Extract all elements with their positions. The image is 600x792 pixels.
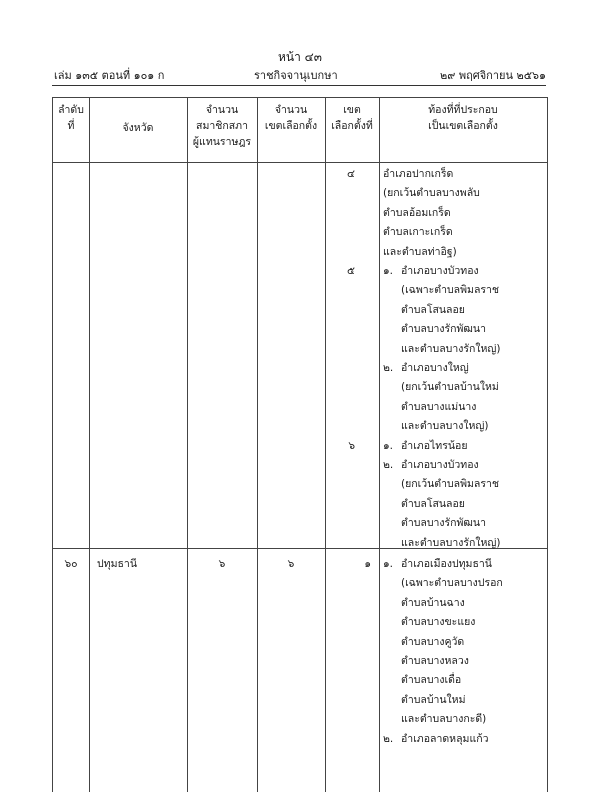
col-divider [379, 98, 380, 792]
area-line: (ยกเว้นตำบลบ้านใหม่ [401, 381, 499, 394]
volume-info: เล่ม ๑๓๕ ตอนที่ ๑๐๑ ก [54, 69, 165, 82]
area-line: และตำบลบางกะดี) [401, 713, 487, 726]
row-mp-count: ๖ [218, 558, 226, 570]
area-line: อำเภอลาดหลุมแก้ว [401, 732, 489, 745]
col-divider [187, 98, 188, 792]
row-district-count: ๖ [287, 558, 295, 570]
header-zone: เขต เลือกตั้งที่ [331, 104, 373, 132]
area-line: และตำบลบางรักใหญ่) [401, 536, 501, 549]
area-line: ตำบลบางแม่นาง [401, 400, 477, 413]
area-line: ตำบลบ้านฉาง [401, 596, 465, 609]
row-province: ปทุมธานี [97, 558, 137, 570]
area-line: ตำบลบางรักพัฒนา [401, 323, 486, 336]
area-item-number: ๑. [383, 265, 394, 277]
row-zone: ๑ [364, 558, 371, 570]
area-line: ตำบลบางเดื่อ [401, 674, 462, 687]
area-item-number: ๒. [383, 362, 394, 374]
area-line: ตำบลบ้านใหม่ [401, 693, 466, 706]
area-line: และตำบลบางใหญ่) [401, 420, 489, 433]
page-number: หน้า ๔๓ [278, 50, 322, 64]
area-line: ตำบลบางหลวง [401, 655, 469, 667]
area-line: ตำบลบางรักพัฒนา [401, 517, 486, 530]
area-line: อำเภอบางบัวทอง [401, 459, 479, 471]
area-line: และตำบลบางรักใหญ่) [401, 342, 501, 355]
col-divider [89, 98, 90, 792]
row-order: ๖๐ [64, 558, 78, 570]
area-line: ตำบลบางคูวัด [401, 635, 465, 648]
col-divider [257, 98, 258, 792]
area-line: อำเภอบางบัวทอง [401, 265, 479, 277]
gazette-header [54, 66, 546, 84]
zone-number: ๔ [347, 168, 355, 180]
area-line: ตำบลเกาะเกร็ด [383, 226, 453, 239]
header-bottom-rule [53, 162, 547, 163]
zone-number: ๖ [348, 439, 355, 452]
constituency-table [52, 97, 548, 792]
area-line: อำเภอปากเกร็ด [383, 168, 454, 180]
header-province: จังหวัด [122, 122, 154, 134]
area-line: ตำบลอ้อมเกร็ด [383, 206, 451, 219]
header-district-count: จำนวน เขตเลือกตั้ง [264, 104, 318, 132]
area-line: อำเภอบางใหญ่ [401, 362, 469, 374]
area-line: ตำบลโสนลอย [401, 303, 465, 316]
area-line: (ยกเว้นตำบลพิมลราช [401, 478, 500, 491]
gazette-title: ราชกิจจานุเบกษา [254, 69, 338, 82]
header-order: ลำดับ ที่ [58, 104, 84, 132]
publication-date: ๒๙ พฤศจิกายน ๒๕๖๑ [440, 69, 546, 82]
zone-number: ๕ [347, 265, 355, 277]
area-line: และตำบลท่าอิฐ) [383, 245, 457, 258]
area-line: ตำบลโสนลอย [401, 497, 465, 510]
area-item-number: ๒. [383, 732, 394, 745]
header-mp-count: จำนวน สมาชิกสภา ผู้แทนราษฎร [192, 104, 252, 148]
area-item-number: ๑. [383, 439, 394, 452]
header-areas: ท้องที่ที่ประกอบ เป็นเขตเลือกตั้ง [428, 104, 498, 132]
area-item-number: ๒. [383, 459, 394, 471]
header-rule [52, 85, 546, 86]
area-line: ตำบลบางขะแยง [401, 616, 476, 629]
area-line: (เฉพาะตำบลพิมลราช [401, 284, 500, 297]
area-line: (ยกเว้นตำบลบางพลับ [383, 187, 480, 200]
area-line: (เฉพาะตำบลบางปรอก [401, 577, 503, 590]
area-line: อำเภอไทรน้อย [401, 439, 468, 452]
area-line: อำเภอเมืองปทุมธานี [401, 558, 492, 570]
area-item-number: ๑. [383, 558, 394, 570]
